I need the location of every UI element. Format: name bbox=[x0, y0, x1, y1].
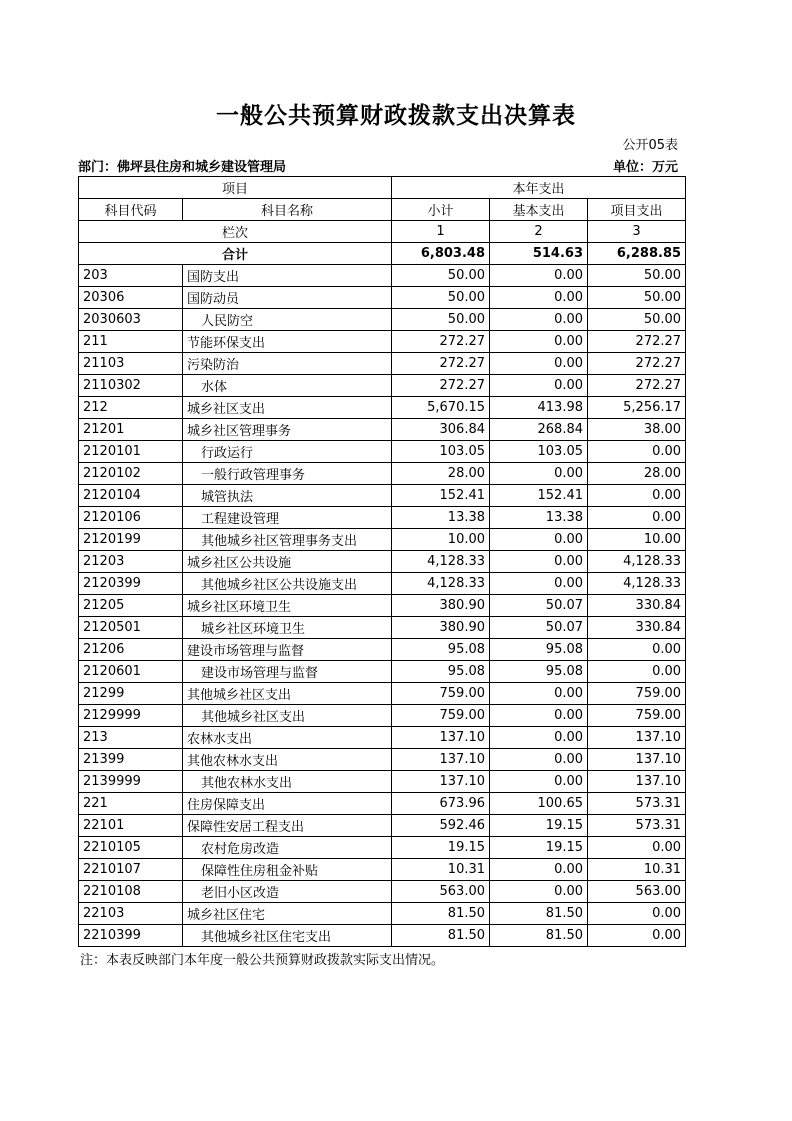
row-name: 其他城乡社区公共设施支出 bbox=[183, 573, 392, 595]
row-name: 其他农林水支出 bbox=[183, 749, 392, 771]
row-name: 其他农林水支出 bbox=[183, 771, 392, 793]
table-row bbox=[79, 617, 686, 639]
row-name: 城乡社区公共设施 bbox=[183, 551, 392, 573]
row-project: 0.00 bbox=[588, 925, 686, 947]
table-row bbox=[79, 397, 686, 419]
row-project: 563.00 bbox=[588, 881, 686, 903]
table-row bbox=[79, 485, 686, 507]
row-subtotal: 81.50 bbox=[392, 925, 490, 947]
row-basic: 50.07 bbox=[490, 617, 588, 639]
row-code: 213 bbox=[79, 727, 183, 749]
table-row bbox=[79, 309, 686, 331]
row-code: 21399 bbox=[79, 749, 183, 771]
row-subtotal: 137.10 bbox=[392, 771, 490, 793]
row-name: 污染防治 bbox=[183, 353, 392, 375]
column-index-row bbox=[79, 221, 686, 243]
table-row bbox=[79, 837, 686, 859]
row-code: 2120104 bbox=[79, 485, 183, 507]
total-row bbox=[79, 243, 686, 265]
row-project: 0.00 bbox=[588, 903, 686, 925]
row-project: 272.27 bbox=[588, 375, 686, 397]
row-project: 137.10 bbox=[588, 771, 686, 793]
row-name: 住房保障支出 bbox=[183, 793, 392, 815]
row-basic: 19.15 bbox=[490, 837, 588, 859]
row-basic: 152.41 bbox=[490, 485, 588, 507]
table-row bbox=[79, 419, 686, 441]
row-basic: 268.84 bbox=[490, 419, 588, 441]
row-code: 20306 bbox=[79, 287, 183, 309]
row-name: 工程建设管理 bbox=[183, 507, 392, 529]
row-project: 0.00 bbox=[588, 485, 686, 507]
form-number: 公开05表 bbox=[622, 138, 678, 153]
row-subtotal: 137.10 bbox=[392, 727, 490, 749]
row-subtotal: 5,670.15 bbox=[392, 397, 490, 419]
row-code: 2210108 bbox=[79, 881, 183, 903]
row-basic: 0.00 bbox=[490, 375, 588, 397]
row-subtotal: 4,128.33 bbox=[392, 573, 490, 595]
row-code: 2120601 bbox=[79, 661, 183, 683]
total-subtotal: 6,803.48 bbox=[392, 243, 490, 265]
row-project: 10.00 bbox=[588, 529, 686, 551]
table-row bbox=[79, 529, 686, 551]
table-row bbox=[79, 925, 686, 947]
row-project: 38.00 bbox=[588, 419, 686, 441]
row-code: 21205 bbox=[79, 595, 183, 617]
row-basic: 95.08 bbox=[490, 661, 588, 683]
row-name: 城乡社区管理事务 bbox=[183, 419, 392, 441]
row-code: 2210107 bbox=[79, 859, 183, 881]
row-name: 水体 bbox=[183, 375, 392, 397]
row-code: 2210105 bbox=[79, 837, 183, 859]
row-basic: 103.05 bbox=[490, 441, 588, 463]
table-row bbox=[79, 353, 686, 375]
row-basic: 0.00 bbox=[490, 331, 588, 353]
row-code: 2110302 bbox=[79, 375, 183, 397]
total-project: 6,288.85 bbox=[588, 243, 686, 265]
row-name: 城乡社区住宅 bbox=[183, 903, 392, 925]
row-name: 保障性住房租金补贴 bbox=[183, 859, 392, 881]
table-row bbox=[79, 265, 686, 287]
row-code: 2120106 bbox=[79, 507, 183, 529]
row-name: 城乡社区环境卫生 bbox=[183, 595, 392, 617]
row-project: 5,256.17 bbox=[588, 397, 686, 419]
row-subtotal: 759.00 bbox=[392, 683, 490, 705]
table-row bbox=[79, 573, 686, 595]
row-subtotal: 50.00 bbox=[392, 309, 490, 331]
table-row bbox=[79, 683, 686, 705]
row-name: 人民防空 bbox=[183, 309, 392, 331]
row-code: 2120501 bbox=[79, 617, 183, 639]
row-basic: 81.50 bbox=[490, 925, 588, 947]
table-row bbox=[79, 661, 686, 683]
row-code: 21201 bbox=[79, 419, 183, 441]
row-subtotal: 28.00 bbox=[392, 463, 490, 485]
row-project: 50.00 bbox=[588, 265, 686, 287]
row-name: 城乡社区支出 bbox=[183, 397, 392, 419]
row-project: 0.00 bbox=[588, 441, 686, 463]
table-row bbox=[79, 815, 686, 837]
table-row bbox=[79, 595, 686, 617]
row-basic: 19.15 bbox=[490, 815, 588, 837]
row-code: 21206 bbox=[79, 639, 183, 661]
row-subtotal: 13.38 bbox=[392, 507, 490, 529]
row-subtotal: 380.90 bbox=[392, 595, 490, 617]
row-subtotal: 380.90 bbox=[392, 617, 490, 639]
header-code: 科目代码 bbox=[79, 199, 183, 221]
column-index-label: 栏次 bbox=[79, 221, 392, 243]
row-project: 0.00 bbox=[588, 837, 686, 859]
row-code: 2129999 bbox=[79, 705, 183, 727]
total-label: 合计 bbox=[79, 243, 392, 265]
row-subtotal: 10.00 bbox=[392, 529, 490, 551]
row-project: 330.84 bbox=[588, 595, 686, 617]
row-subtotal: 759.00 bbox=[392, 705, 490, 727]
row-basic: 0.00 bbox=[490, 859, 588, 881]
table-row bbox=[79, 749, 686, 771]
row-subtotal: 137.10 bbox=[392, 749, 490, 771]
row-code: 2120199 bbox=[79, 529, 183, 551]
row-subtotal: 592.46 bbox=[392, 815, 490, 837]
row-subtotal: 272.27 bbox=[392, 331, 490, 353]
row-name: 行政运行 bbox=[183, 441, 392, 463]
column-index-2: 2 bbox=[490, 221, 588, 243]
row-project: 330.84 bbox=[588, 617, 686, 639]
header-row-1 bbox=[79, 177, 686, 199]
table-row bbox=[79, 551, 686, 573]
row-code: 21203 bbox=[79, 551, 183, 573]
row-subtotal: 50.00 bbox=[392, 265, 490, 287]
row-name: 国防支出 bbox=[183, 265, 392, 287]
header-project: 项目 bbox=[79, 177, 392, 199]
row-code: 22101 bbox=[79, 815, 183, 837]
footnote: 注：本表反映部门本年度一般公共预算财政拨款实际支出情况。 bbox=[80, 953, 445, 968]
table-row bbox=[79, 771, 686, 793]
row-code: 221 bbox=[79, 793, 183, 815]
row-code: 203 bbox=[79, 265, 183, 287]
row-project: 137.10 bbox=[588, 749, 686, 771]
table-row bbox=[79, 881, 686, 903]
row-project: 4,128.33 bbox=[588, 573, 686, 595]
row-subtotal: 272.27 bbox=[392, 375, 490, 397]
department-label: 部门：佛坪县住房和城乡建设管理局 bbox=[78, 160, 287, 175]
row-basic: 0.00 bbox=[490, 463, 588, 485]
column-index-3: 3 bbox=[588, 221, 686, 243]
row-basic: 50.07 bbox=[490, 595, 588, 617]
row-basic: 0.00 bbox=[490, 749, 588, 771]
row-project: 137.10 bbox=[588, 727, 686, 749]
table-row bbox=[79, 375, 686, 397]
table-row bbox=[79, 903, 686, 925]
page-title: 一般公共预算财政拨款支出决算表 bbox=[216, 103, 576, 129]
row-project: 272.27 bbox=[588, 331, 686, 353]
row-code: 21103 bbox=[79, 353, 183, 375]
row-code: 2120399 bbox=[79, 573, 183, 595]
row-project: 759.00 bbox=[588, 683, 686, 705]
table-row bbox=[79, 441, 686, 463]
row-name: 保障性安居工程支出 bbox=[183, 815, 392, 837]
row-basic: 0.00 bbox=[490, 265, 588, 287]
row-code: 2030603 bbox=[79, 309, 183, 331]
total-basic: 514.63 bbox=[490, 243, 588, 265]
row-basic: 0.00 bbox=[490, 727, 588, 749]
row-basic: 0.00 bbox=[490, 551, 588, 573]
row-subtotal: 95.08 bbox=[392, 639, 490, 661]
row-code: 2120101 bbox=[79, 441, 183, 463]
row-basic: 100.65 bbox=[490, 793, 588, 815]
row-subtotal: 306.84 bbox=[392, 419, 490, 441]
row-subtotal: 272.27 bbox=[392, 353, 490, 375]
row-basic: 0.00 bbox=[490, 309, 588, 331]
row-name: 建设市场管理与监督 bbox=[183, 661, 392, 683]
header-subtotal: 小计 bbox=[392, 199, 490, 221]
table-row bbox=[79, 331, 686, 353]
row-name: 农林水支出 bbox=[183, 727, 392, 749]
table-row bbox=[79, 859, 686, 881]
row-subtotal: 673.96 bbox=[392, 793, 490, 815]
expenditure-table bbox=[78, 176, 686, 947]
row-name: 其他城乡社区管理事务支出 bbox=[183, 529, 392, 551]
header-name: 科目名称 bbox=[183, 199, 392, 221]
row-name: 其他城乡社区支出 bbox=[183, 683, 392, 705]
row-subtotal: 103.05 bbox=[392, 441, 490, 463]
row-code: 2139999 bbox=[79, 771, 183, 793]
row-subtotal: 4,128.33 bbox=[392, 551, 490, 573]
header-project-expense: 项目支出 bbox=[588, 199, 686, 221]
table-row bbox=[79, 463, 686, 485]
row-project: 0.00 bbox=[588, 639, 686, 661]
row-name: 城管执法 bbox=[183, 485, 392, 507]
row-name: 建设市场管理与监督 bbox=[183, 639, 392, 661]
header-current-year: 本年支出 bbox=[392, 177, 686, 199]
row-subtotal: 50.00 bbox=[392, 287, 490, 309]
row-project: 759.00 bbox=[588, 705, 686, 727]
row-basic: 0.00 bbox=[490, 683, 588, 705]
table-row bbox=[79, 287, 686, 309]
row-project: 0.00 bbox=[588, 507, 686, 529]
header-basic: 基本支出 bbox=[490, 199, 588, 221]
table-row bbox=[79, 793, 686, 815]
row-subtotal: 152.41 bbox=[392, 485, 490, 507]
row-name: 其他城乡社区住宅支出 bbox=[183, 925, 392, 947]
table-row bbox=[79, 727, 686, 749]
row-name: 一般行政管理事务 bbox=[183, 463, 392, 485]
row-project: 573.31 bbox=[588, 793, 686, 815]
row-project: 28.00 bbox=[588, 463, 686, 485]
row-basic: 95.08 bbox=[490, 639, 588, 661]
row-code: 21299 bbox=[79, 683, 183, 705]
row-name: 老旧小区改造 bbox=[183, 881, 392, 903]
unit-label: 单位：万元 bbox=[612, 160, 678, 175]
row-project: 573.31 bbox=[588, 815, 686, 837]
row-name: 其他城乡社区支出 bbox=[183, 705, 392, 727]
row-basic: 0.00 bbox=[490, 287, 588, 309]
column-index-1: 1 bbox=[392, 221, 490, 243]
row-name: 农村危房改造 bbox=[183, 837, 392, 859]
table-row bbox=[79, 705, 686, 727]
row-project: 50.00 bbox=[588, 309, 686, 331]
table-row bbox=[79, 507, 686, 529]
row-subtotal: 563.00 bbox=[392, 881, 490, 903]
row-subtotal: 10.31 bbox=[392, 859, 490, 881]
row-project: 10.31 bbox=[588, 859, 686, 881]
table-row bbox=[79, 639, 686, 661]
row-basic: 413.98 bbox=[490, 397, 588, 419]
row-subtotal: 19.15 bbox=[392, 837, 490, 859]
header-row-2 bbox=[79, 199, 686, 221]
row-project: 50.00 bbox=[588, 287, 686, 309]
row-name: 节能环保支出 bbox=[183, 331, 392, 353]
row-subtotal: 81.50 bbox=[392, 903, 490, 925]
row-project: 4,128.33 bbox=[588, 551, 686, 573]
row-basic: 13.38 bbox=[490, 507, 588, 529]
row-basic: 0.00 bbox=[490, 529, 588, 551]
row-basic: 81.50 bbox=[490, 903, 588, 925]
row-code: 22103 bbox=[79, 903, 183, 925]
row-basic: 0.00 bbox=[490, 353, 588, 375]
row-code: 212 bbox=[79, 397, 183, 419]
row-basic: 0.00 bbox=[490, 771, 588, 793]
row-name: 城乡社区环境卫生 bbox=[183, 617, 392, 639]
row-name: 国防动员 bbox=[183, 287, 392, 309]
row-code: 211 bbox=[79, 331, 183, 353]
row-basic: 0.00 bbox=[490, 881, 588, 903]
row-code: 2120102 bbox=[79, 463, 183, 485]
row-project: 272.27 bbox=[588, 353, 686, 375]
row-subtotal: 95.08 bbox=[392, 661, 490, 683]
row-basic: 0.00 bbox=[490, 705, 588, 727]
row-basic: 0.00 bbox=[490, 573, 588, 595]
row-code: 2210399 bbox=[79, 925, 183, 947]
row-project: 0.00 bbox=[588, 661, 686, 683]
